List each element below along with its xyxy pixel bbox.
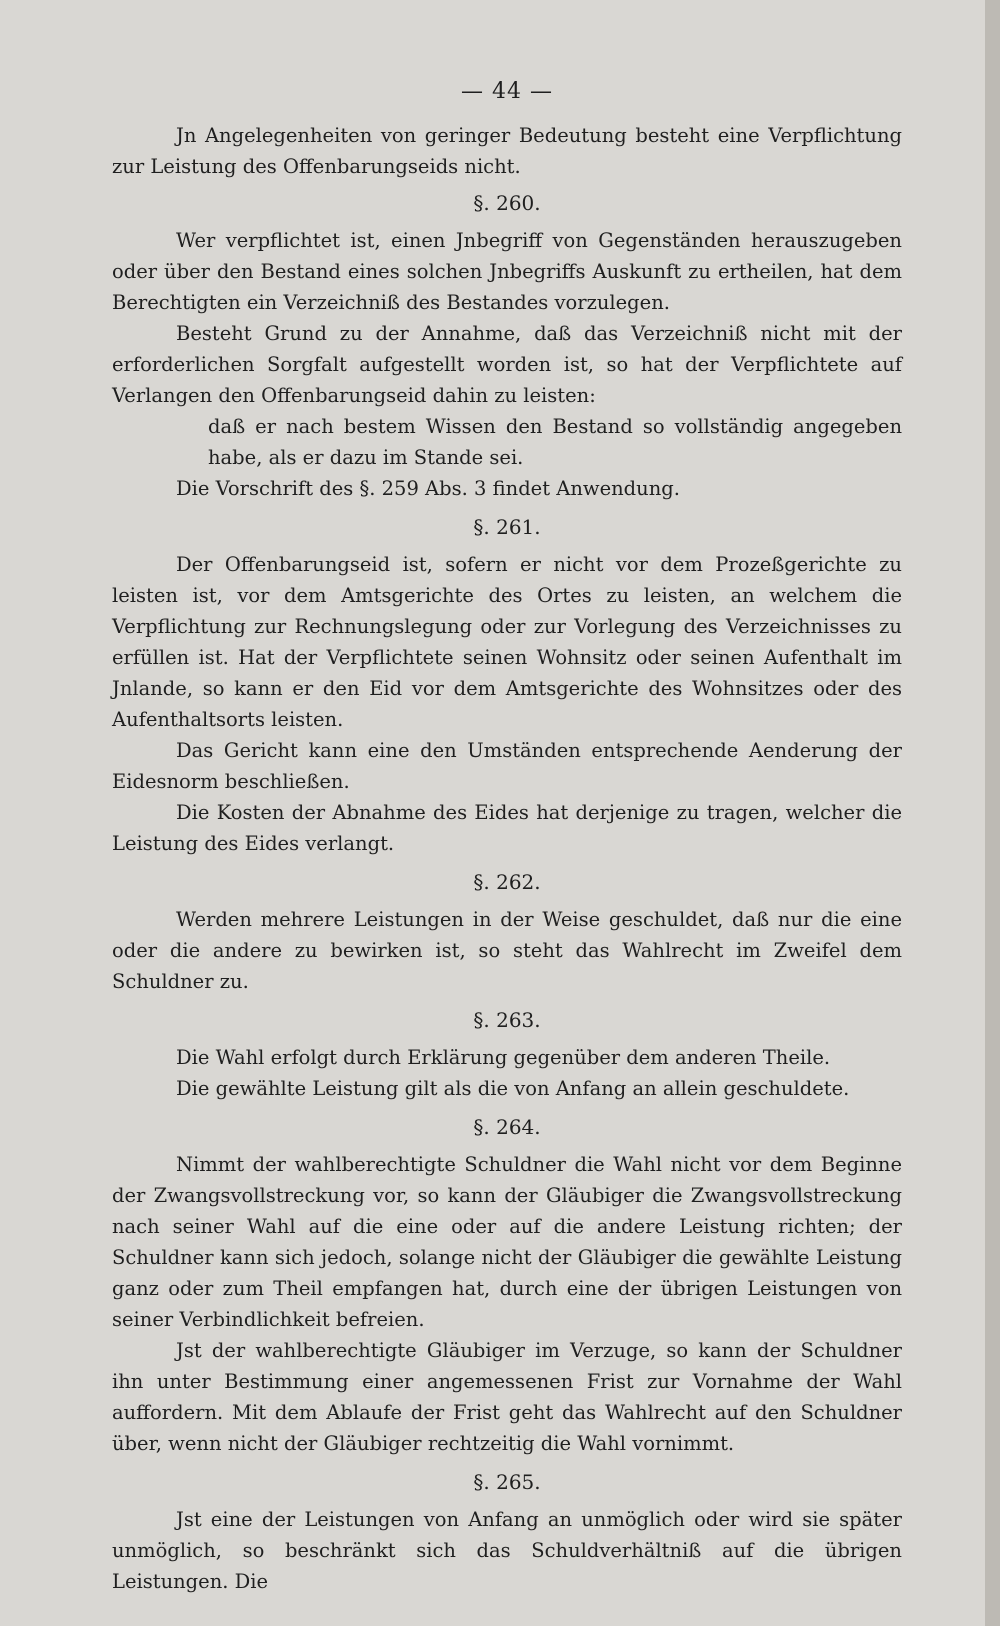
section-title: §. 265. xyxy=(473,1470,541,1494)
section-263 xyxy=(112,1005,902,1104)
section-title: §. 263. xyxy=(473,1008,541,1032)
paragraph: Die Vorschrift des §. 259 Abs. 3 findet Anwendung. xyxy=(176,477,680,500)
section-title: §. 262. xyxy=(473,870,541,894)
section-title: §. 261. xyxy=(473,515,541,539)
page-edge xyxy=(985,0,1000,1626)
paragraph: Besteht Grund zu der Annahme, daß das Verzeichniß nicht mit der erforderlichen Sorgfalt aufgestellt worden ist, so hat der Verpflichtete auf Verlangen den Offenbarungseid dahin zu leisten: xyxy=(112,322,902,407)
section-title: §. 264. xyxy=(473,1115,541,1139)
oath-quote: daß er nach bestem Wissen den Bestand so vollständig angegeben habe, als er dazu im Stande sei. xyxy=(208,415,902,469)
paragraph: Nimmt der wahlberechtigte Schuldner die Wahl nicht vor dem Beginne der Zwangsvollstreckung vor, so kann der Gläubiger die Zwangsvollstreckung nach seiner Wahl auf die eine oder auf die andere Leistung richten; der Schuldner kann sich jedoch, solange nicht der Gläubiger die gewählte Leistung ganz oder zum Theil empfangen hat, durch eine der übrigen Leistungen von seiner Verbindlichkeit befreien. xyxy=(112,1153,902,1331)
paragraph: Der Offenbarungseid ist, sofern er nicht vor dem Prozeßgerichte zu leisten ist, vor dem Amtsgerichte des Ortes zu leisten, an welchem die Verpflichtung zur Rechnungslegung oder zur Vorlegung des Verzeichnisses zu erfüllen ist. Hat der Verpflichtete seinen Wohnsitz oder seinen Aufenthalt im Jnlande, so kann er den Eid vor dem Amtsgerichte des Wohnsitzes oder des Aufenthaltsorts leisten. xyxy=(112,553,902,731)
paragraph: Jst eine der Leistungen von Anfang an unmöglich oder wird sie später unmöglich, so beschränkt sich das Schuldverhältniß auf die übrigen Leistungen. Die xyxy=(112,1508,902,1593)
paragraph: Die gewählte Leistung gilt als die von Anfang an allein geschuldete. xyxy=(176,1077,850,1100)
intro-paragraph: Jn Angelegenheiten von geringer Bedeutung besteht eine Verpflichtung zur Leistung des Offenbarungseids nicht. xyxy=(112,124,902,178)
paragraph: Die Wahl erfolgt durch Erklärung gegenüber dem anderen Theile. xyxy=(176,1046,831,1069)
paragraph: Die Kosten der Abnahme des Eides hat derjenige zu tragen, welcher die Leistung des Eides verlangt. xyxy=(112,801,902,855)
paragraph: Wer verpflichtet ist, einen Jnbegriff von Gegenständen herauszugeben oder über den Bestand eines solchen Jnbegriffs Auskunft zu ertheilen, hat dem Berechtigten ein Verzeichniß des Bestandes vorzulegen. xyxy=(112,229,902,314)
paragraph: Jst der wahlberechtigte Gläubiger im Verzuge, so kann der Schuldner ihn unter Bestimmung einer angemessenen Frist zur Vornahme der Wahl auffordern. Mit dem Ablaufe der Frist geht das Wahlrecht auf den Schuldner über, wenn nicht der Gläubiger rechtzeitig die Wahl vornimmt. xyxy=(112,1339,902,1455)
section-264 xyxy=(112,1112,902,1459)
text-block xyxy=(112,72,902,1605)
section-261 xyxy=(112,512,902,859)
page-number: — 44 — xyxy=(461,79,553,104)
section-262 xyxy=(112,867,902,997)
section-265 xyxy=(112,1467,902,1597)
section-title: §. 260. xyxy=(473,191,541,215)
paragraph: Das Gericht kann eine den Umständen entsprechende Aenderung der Eidesnorm beschließen. xyxy=(112,739,902,793)
paragraph: Werden mehrere Leistungen in der Weise geschuldet, daß nur die eine oder die andere zu bewirken ist, so steht das Wahlrecht im Zweifel dem Schuldner zu. xyxy=(112,908,902,993)
section-260 xyxy=(112,188,902,504)
